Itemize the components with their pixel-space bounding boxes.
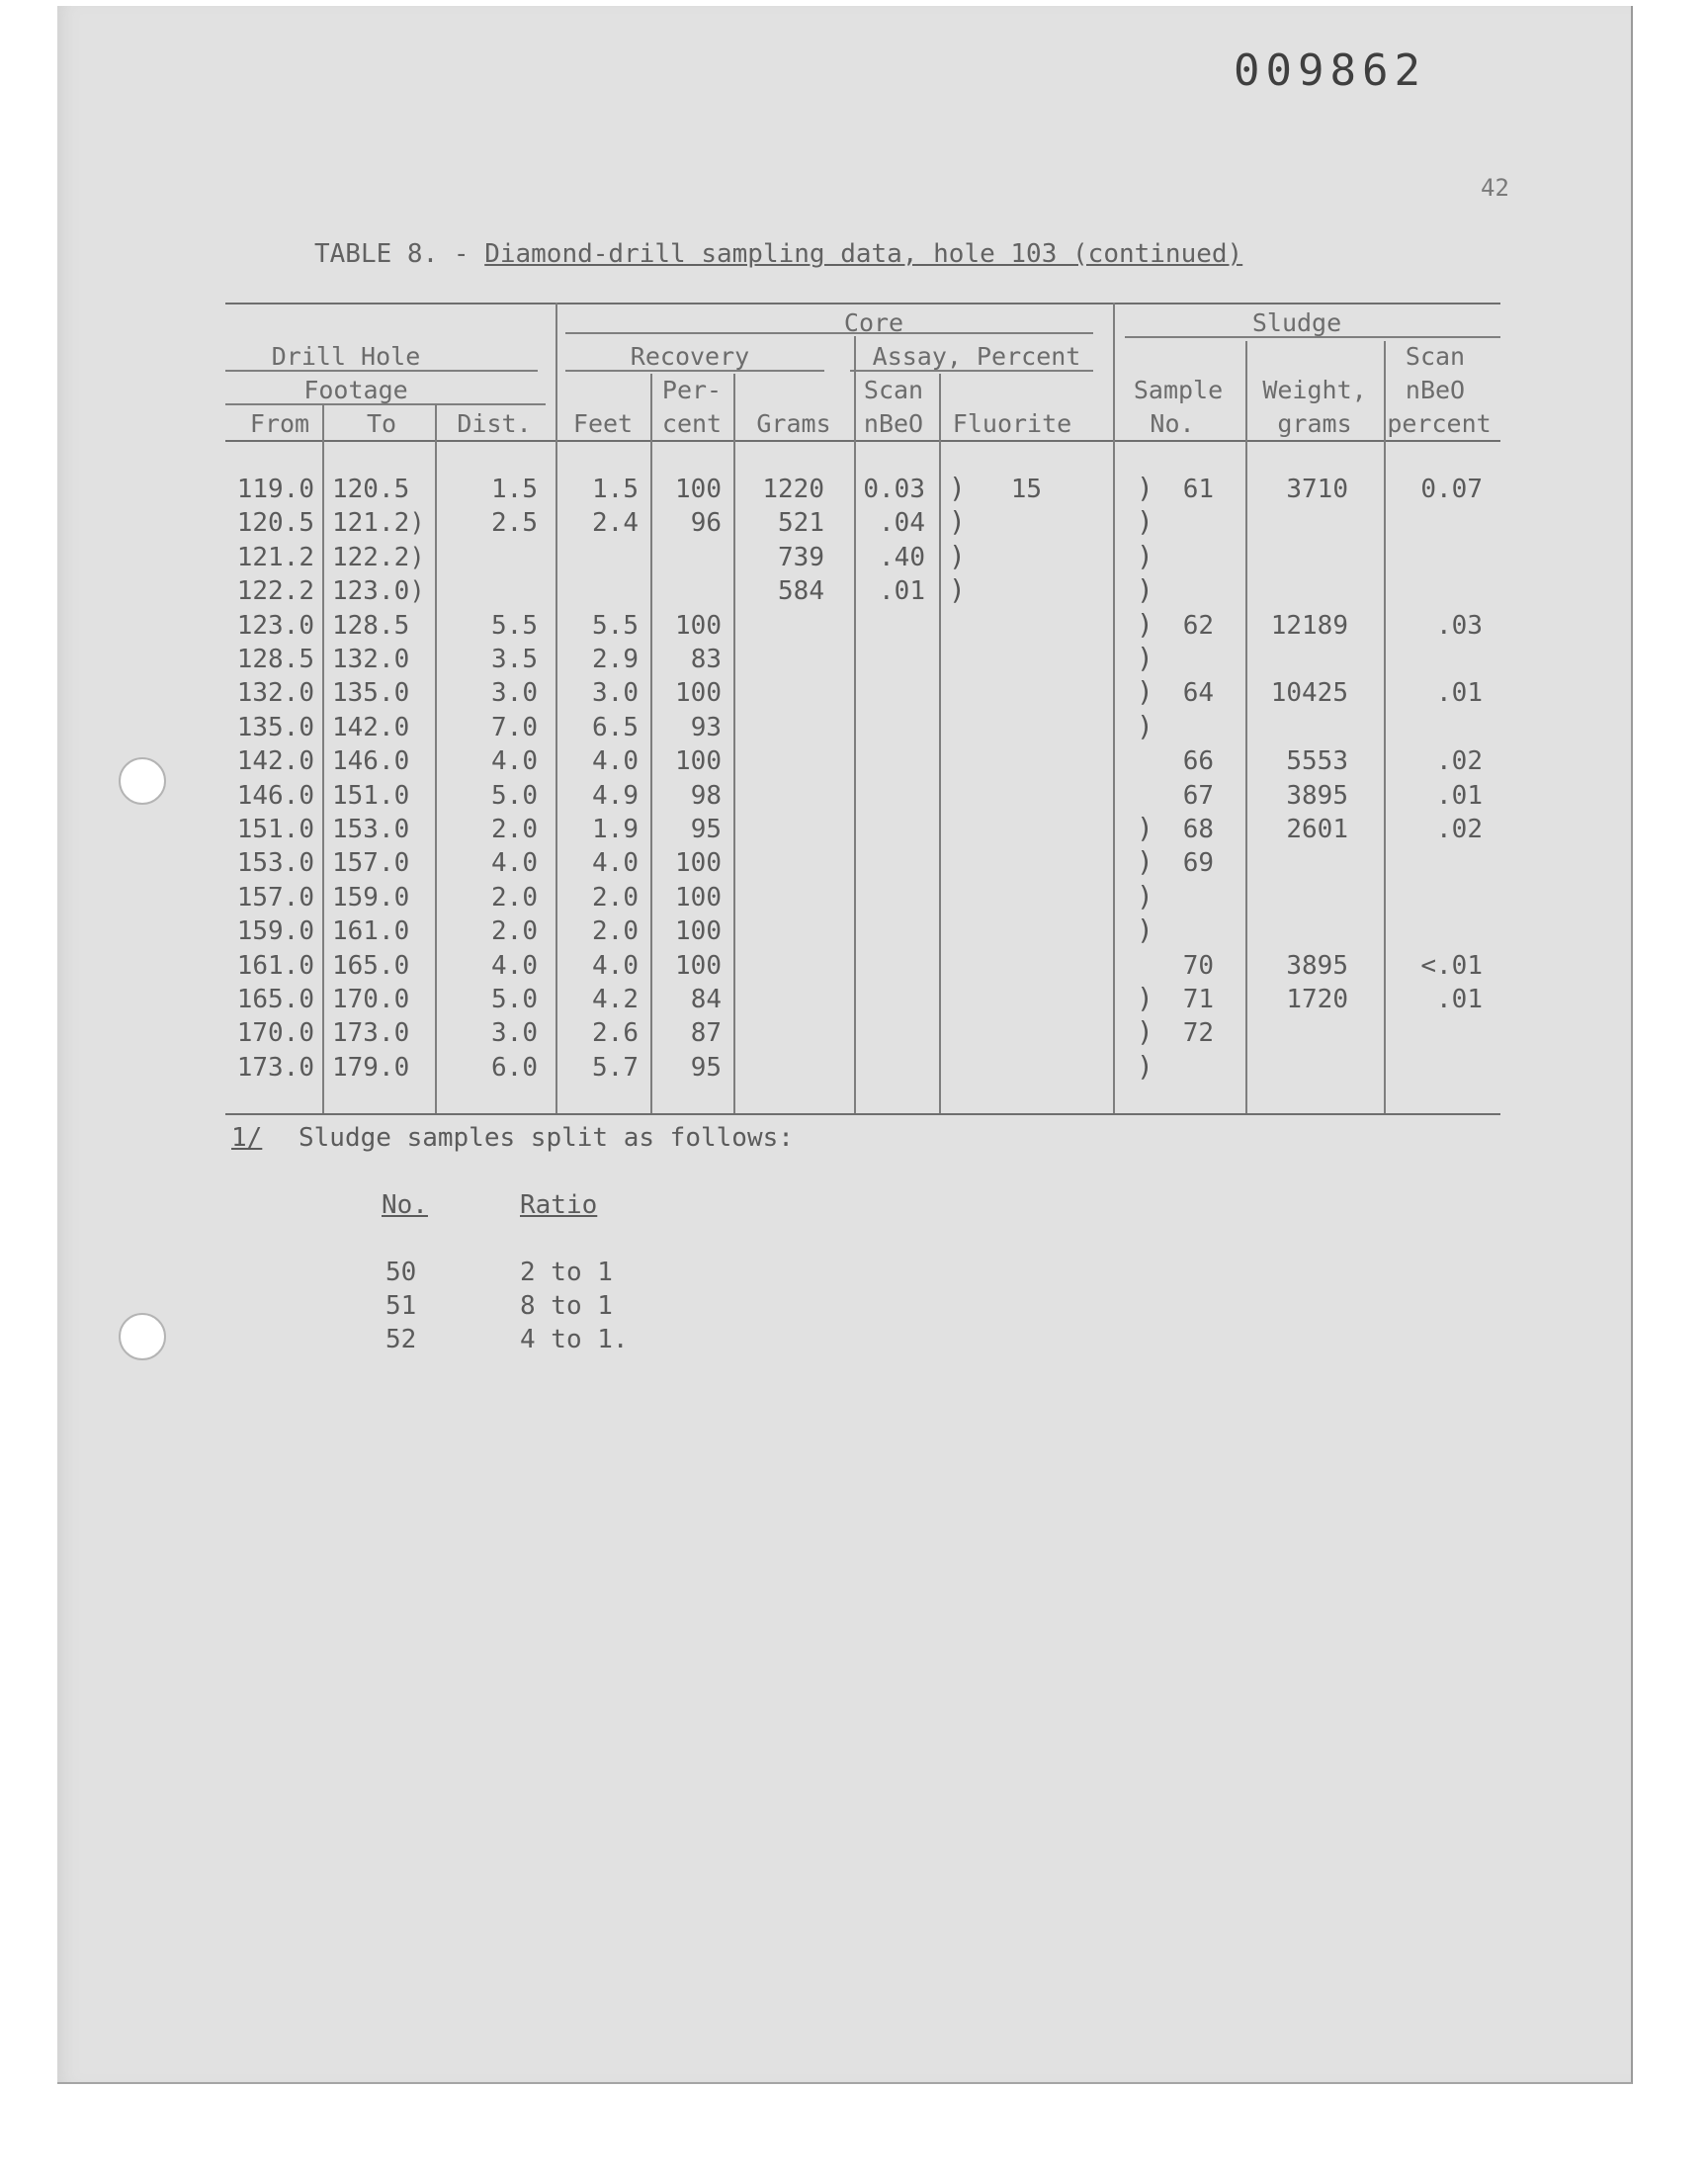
bracket-mark: ) — [1137, 675, 1153, 709]
header-weight: Weight, — [1262, 376, 1367, 404]
header-recovery: Recovery — [630, 342, 750, 371]
header-scan: Scan — [863, 376, 924, 404]
cell-dist: 6.0 — [491, 1052, 538, 1083]
column-divider — [650, 374, 652, 1113]
cell-feet: 4.2 — [592, 985, 639, 1014]
cell-sludge-scan: .02 — [1436, 746, 1483, 777]
cell-dist: 2.0 — [491, 882, 538, 913]
cell-feet: 2.0 — [592, 916, 639, 947]
bracket-mark: ) — [1137, 1015, 1153, 1049]
cell-fluorite: 15 — [1010, 475, 1042, 504]
cell-feet: 2.4 — [592, 508, 639, 539]
cell-pct: 100 — [675, 848, 722, 879]
cell-sample: 61 — [1182, 475, 1214, 504]
bracket-mark: ) — [1137, 709, 1153, 742]
cell-sludge-scan: 0.07 — [1420, 475, 1483, 504]
cell-sludge-scan: .02 — [1436, 815, 1483, 844]
column-divider — [1384, 341, 1386, 1113]
cell-sample: 68 — [1182, 815, 1214, 844]
cell-dist: 1.5 — [491, 475, 538, 504]
cell-pct: 84 — [690, 985, 722, 1014]
cell-to: 135.0 — [332, 678, 410, 709]
bracket-mark: ) — [1137, 812, 1153, 844]
header-fluorite: Fluorite — [952, 409, 1072, 438]
cell-feet: 1.9 — [592, 815, 639, 844]
cell-sludge-scan: .03 — [1436, 610, 1483, 641]
cell-dist: 2.0 — [491, 815, 538, 844]
cell-pct: 83 — [690, 645, 722, 674]
cell-scan: 0.03 — [863, 475, 925, 504]
split-no: 52 — [385, 1325, 417, 1354]
header-grams: Grams — [756, 409, 831, 438]
cell-from: 132.0 — [236, 678, 314, 709]
table-title — [314, 239, 1242, 269]
cell-feet: 4.0 — [592, 746, 639, 777]
cell-to: 159.0 — [332, 882, 410, 913]
table-title-prefix: TABLE 8. - — [314, 239, 485, 269]
cell-feet: 5.5 — [592, 610, 639, 641]
header-drill-hole: Drill Hole — [271, 342, 421, 371]
cell-feet: 4.0 — [592, 848, 639, 879]
cell-sludge-scan: <.01 — [1420, 950, 1483, 981]
cell-weight: 1720 — [1286, 985, 1348, 1014]
table-bottom-rule — [225, 1113, 1500, 1115]
cell-from: 128.5 — [236, 645, 314, 674]
bracket-mark: ) — [1137, 573, 1153, 607]
column-divider — [322, 403, 324, 1113]
cell-pct: 93 — [690, 712, 722, 742]
bracket-mark: ) — [1137, 539, 1153, 572]
cell-sample: 67 — [1182, 780, 1214, 811]
cell-grams: 739 — [778, 542, 824, 572]
cell-pct: 100 — [675, 610, 722, 641]
cell-to: 165.0 — [332, 950, 410, 981]
bracket-mark: ) — [1137, 914, 1153, 947]
cell-dist: 5.0 — [491, 780, 538, 811]
cell-feet: 6.5 — [592, 712, 639, 742]
bracket-mark: ) — [1137, 982, 1153, 1014]
cell-dist: 2.0 — [491, 916, 538, 947]
cell-from: 119.0 — [236, 475, 314, 504]
bracket-mark: ) — [949, 505, 966, 539]
bracket-mark: ) — [1137, 879, 1153, 913]
cell-from: 157.0 — [236, 882, 314, 913]
cell-weight: 3895 — [1286, 780, 1348, 811]
cell-from: 142.0 — [236, 746, 314, 777]
bracket-mark: ) — [1137, 607, 1153, 641]
document-id: 009862 — [1234, 45, 1426, 96]
cell-sample: 62 — [1182, 610, 1214, 641]
header-core: Core — [843, 308, 904, 337]
cell-sludge-scan: .01 — [1436, 780, 1483, 811]
cell-from: 159.0 — [236, 916, 314, 947]
column-divider — [939, 374, 941, 1113]
cell-sludge-scan: .01 — [1436, 985, 1483, 1014]
cell-pct: 100 — [675, 746, 722, 777]
cell-weight: 3710 — [1286, 475, 1348, 504]
cell-feet: 2.6 — [592, 1018, 639, 1049]
split-ratio: 2 to 1 — [520, 1258, 613, 1287]
cell-feet: 4.0 — [592, 950, 639, 981]
cell-pct: 100 — [675, 950, 722, 981]
header-per: Per- — [661, 376, 723, 404]
split-no: 51 — [385, 1291, 417, 1321]
cell-weight: 5553 — [1286, 746, 1348, 777]
bracket-mark: ) — [1137, 642, 1153, 674]
bracket-mark: ) — [1137, 845, 1153, 879]
cell-dist: 4.0 — [491, 950, 538, 981]
column-divider — [854, 336, 856, 1113]
bracket-mark: ) — [949, 472, 966, 504]
cell-dist: 3.0 — [491, 678, 538, 709]
split-header-ratio: Ratio — [520, 1190, 598, 1220]
page-number: 42 — [1481, 174, 1509, 202]
header-sludge: Sludge — [1251, 308, 1342, 337]
cell-dist: 3.0 — [491, 1018, 538, 1049]
bracket-mark: ) — [1137, 472, 1153, 504]
cell-to: 151.0 — [332, 780, 410, 811]
cell-pct: 100 — [675, 882, 722, 913]
punch-hole — [119, 1313, 166, 1360]
cell-sample: 69 — [1182, 848, 1214, 879]
split-no: 50 — [385, 1258, 417, 1287]
header-feet: Feet — [572, 409, 634, 438]
cell-scan: .04 — [879, 508, 925, 539]
cell-feet: 1.5 — [592, 475, 639, 504]
cell-from: 123.0 — [236, 610, 314, 641]
cell-pct: 95 — [690, 815, 722, 844]
cell-to: 120.5 — [332, 475, 410, 504]
header-sludge-nbeo: nBeO — [1405, 376, 1466, 404]
cell-from: 121.2 — [236, 542, 314, 572]
column-divider — [555, 303, 557, 1113]
cell-sample: 64 — [1182, 678, 1214, 709]
cell-grams: 521 — [778, 508, 824, 539]
column-divider — [1245, 341, 1247, 1113]
bracket-mark: ) — [949, 573, 966, 607]
header-to: To — [366, 409, 397, 438]
cell-from: 135.0 — [236, 712, 314, 742]
cell-from: 122.2 — [236, 576, 314, 607]
column-divider — [1113, 303, 1115, 1113]
header-from: From — [249, 409, 310, 438]
cell-pct: 98 — [690, 780, 722, 811]
split-ratio: 4 to 1. — [520, 1325, 629, 1354]
cell-from: 153.0 — [236, 848, 314, 879]
header-weight-grams: grams — [1277, 409, 1352, 438]
cell-feet: 2.9 — [592, 645, 639, 674]
cell-pct: 100 — [675, 678, 722, 709]
cell-to: 161.0 — [332, 916, 410, 947]
table-title-main: Diamond-drill sampling data, hole 103 (continued) — [484, 239, 1243, 269]
cell-sludge-scan: .01 — [1436, 678, 1483, 709]
header-nbeo: nBeO — [863, 409, 924, 438]
cell-from: 173.0 — [236, 1052, 314, 1083]
split-ratio: 8 to 1 — [520, 1291, 613, 1321]
cell-weight: 12189 — [1270, 610, 1348, 641]
core-underline — [565, 332, 1093, 334]
cell-from: 170.0 — [236, 1018, 314, 1049]
cell-weight: 2601 — [1286, 815, 1348, 844]
cell-dist: 5.5 — [491, 610, 538, 641]
cell-to: 170.0 — [332, 985, 410, 1014]
cell-pct: 100 — [675, 916, 722, 947]
cell-to: 128.5 — [332, 610, 410, 641]
column-divider — [435, 403, 437, 1113]
cell-from: 165.0 — [236, 985, 314, 1014]
cell-weight: 10425 — [1270, 678, 1348, 709]
header-bottom-rule — [225, 440, 1500, 442]
cell-to: 146.0 — [332, 746, 410, 777]
split-header-no: No. — [382, 1190, 428, 1220]
header-cent: cent — [661, 409, 723, 438]
cell-weight: 3895 — [1286, 950, 1348, 981]
cell-dist: 5.0 — [491, 985, 538, 1014]
cell-grams: 584 — [778, 576, 824, 607]
header-dist: Dist. — [457, 409, 532, 438]
header-sample-no: No. — [1150, 409, 1195, 438]
cell-from: 161.0 — [236, 950, 314, 981]
column-divider — [733, 374, 735, 1113]
header-assay-percent: Assay, Percent — [872, 342, 1081, 371]
cell-scan: .01 — [879, 576, 925, 607]
cell-to: 157.0 — [332, 848, 410, 879]
cell-from: 120.5 — [236, 508, 314, 539]
bracket-mark: ) — [1137, 505, 1153, 539]
cell-feet: 4.9 — [592, 780, 639, 811]
header-percent: percent — [1387, 409, 1492, 438]
cell-grams: 1220 — [762, 475, 824, 504]
header-footage: Footage — [303, 376, 408, 404]
cell-to: 121.2) — [332, 508, 425, 539]
cell-pct: 95 — [690, 1052, 722, 1083]
cell-feet: 3.0 — [592, 678, 639, 709]
cell-dist: 4.0 — [491, 746, 538, 777]
cell-feet: 5.7 — [592, 1052, 639, 1083]
cell-from: 146.0 — [236, 780, 314, 811]
cell-sample: 70 — [1182, 950, 1214, 981]
header-sludge-scan: Scan — [1405, 342, 1466, 371]
cell-pct: 100 — [675, 475, 722, 504]
cell-sample: 66 — [1182, 746, 1214, 777]
cell-dist: 4.0 — [491, 848, 538, 879]
cell-to: 142.0 — [332, 712, 410, 742]
cell-pct: 96 — [690, 508, 722, 539]
cell-to: 122.2) — [332, 542, 425, 572]
cell-dist: 3.5 — [491, 645, 538, 674]
header-sample: Sample — [1133, 376, 1224, 404]
footnote-marker: 1/ — [231, 1123, 263, 1153]
bracket-mark: ) — [1137, 1049, 1153, 1083]
cell-to: 123.0) — [332, 576, 425, 607]
cell-to: 173.0 — [332, 1018, 410, 1049]
cell-to: 132.0 — [332, 645, 410, 674]
punch-hole — [119, 757, 166, 805]
table-top-rule — [225, 303, 1500, 304]
cell-feet: 2.0 — [592, 882, 639, 913]
cell-sample: 71 — [1182, 985, 1214, 1014]
cell-pct: 87 — [690, 1018, 722, 1049]
cell-to: 153.0 — [332, 815, 410, 844]
cell-to: 179.0 — [332, 1052, 410, 1083]
cell-scan: .40 — [879, 542, 925, 572]
footnote-text: Sludge samples split as follows: — [299, 1123, 794, 1153]
cell-from: 151.0 — [236, 815, 314, 844]
cell-sample: 72 — [1182, 1018, 1214, 1049]
cell-dist: 7.0 — [491, 712, 538, 742]
bracket-mark: ) — [949, 539, 966, 572]
cell-dist: 2.5 — [491, 508, 538, 539]
